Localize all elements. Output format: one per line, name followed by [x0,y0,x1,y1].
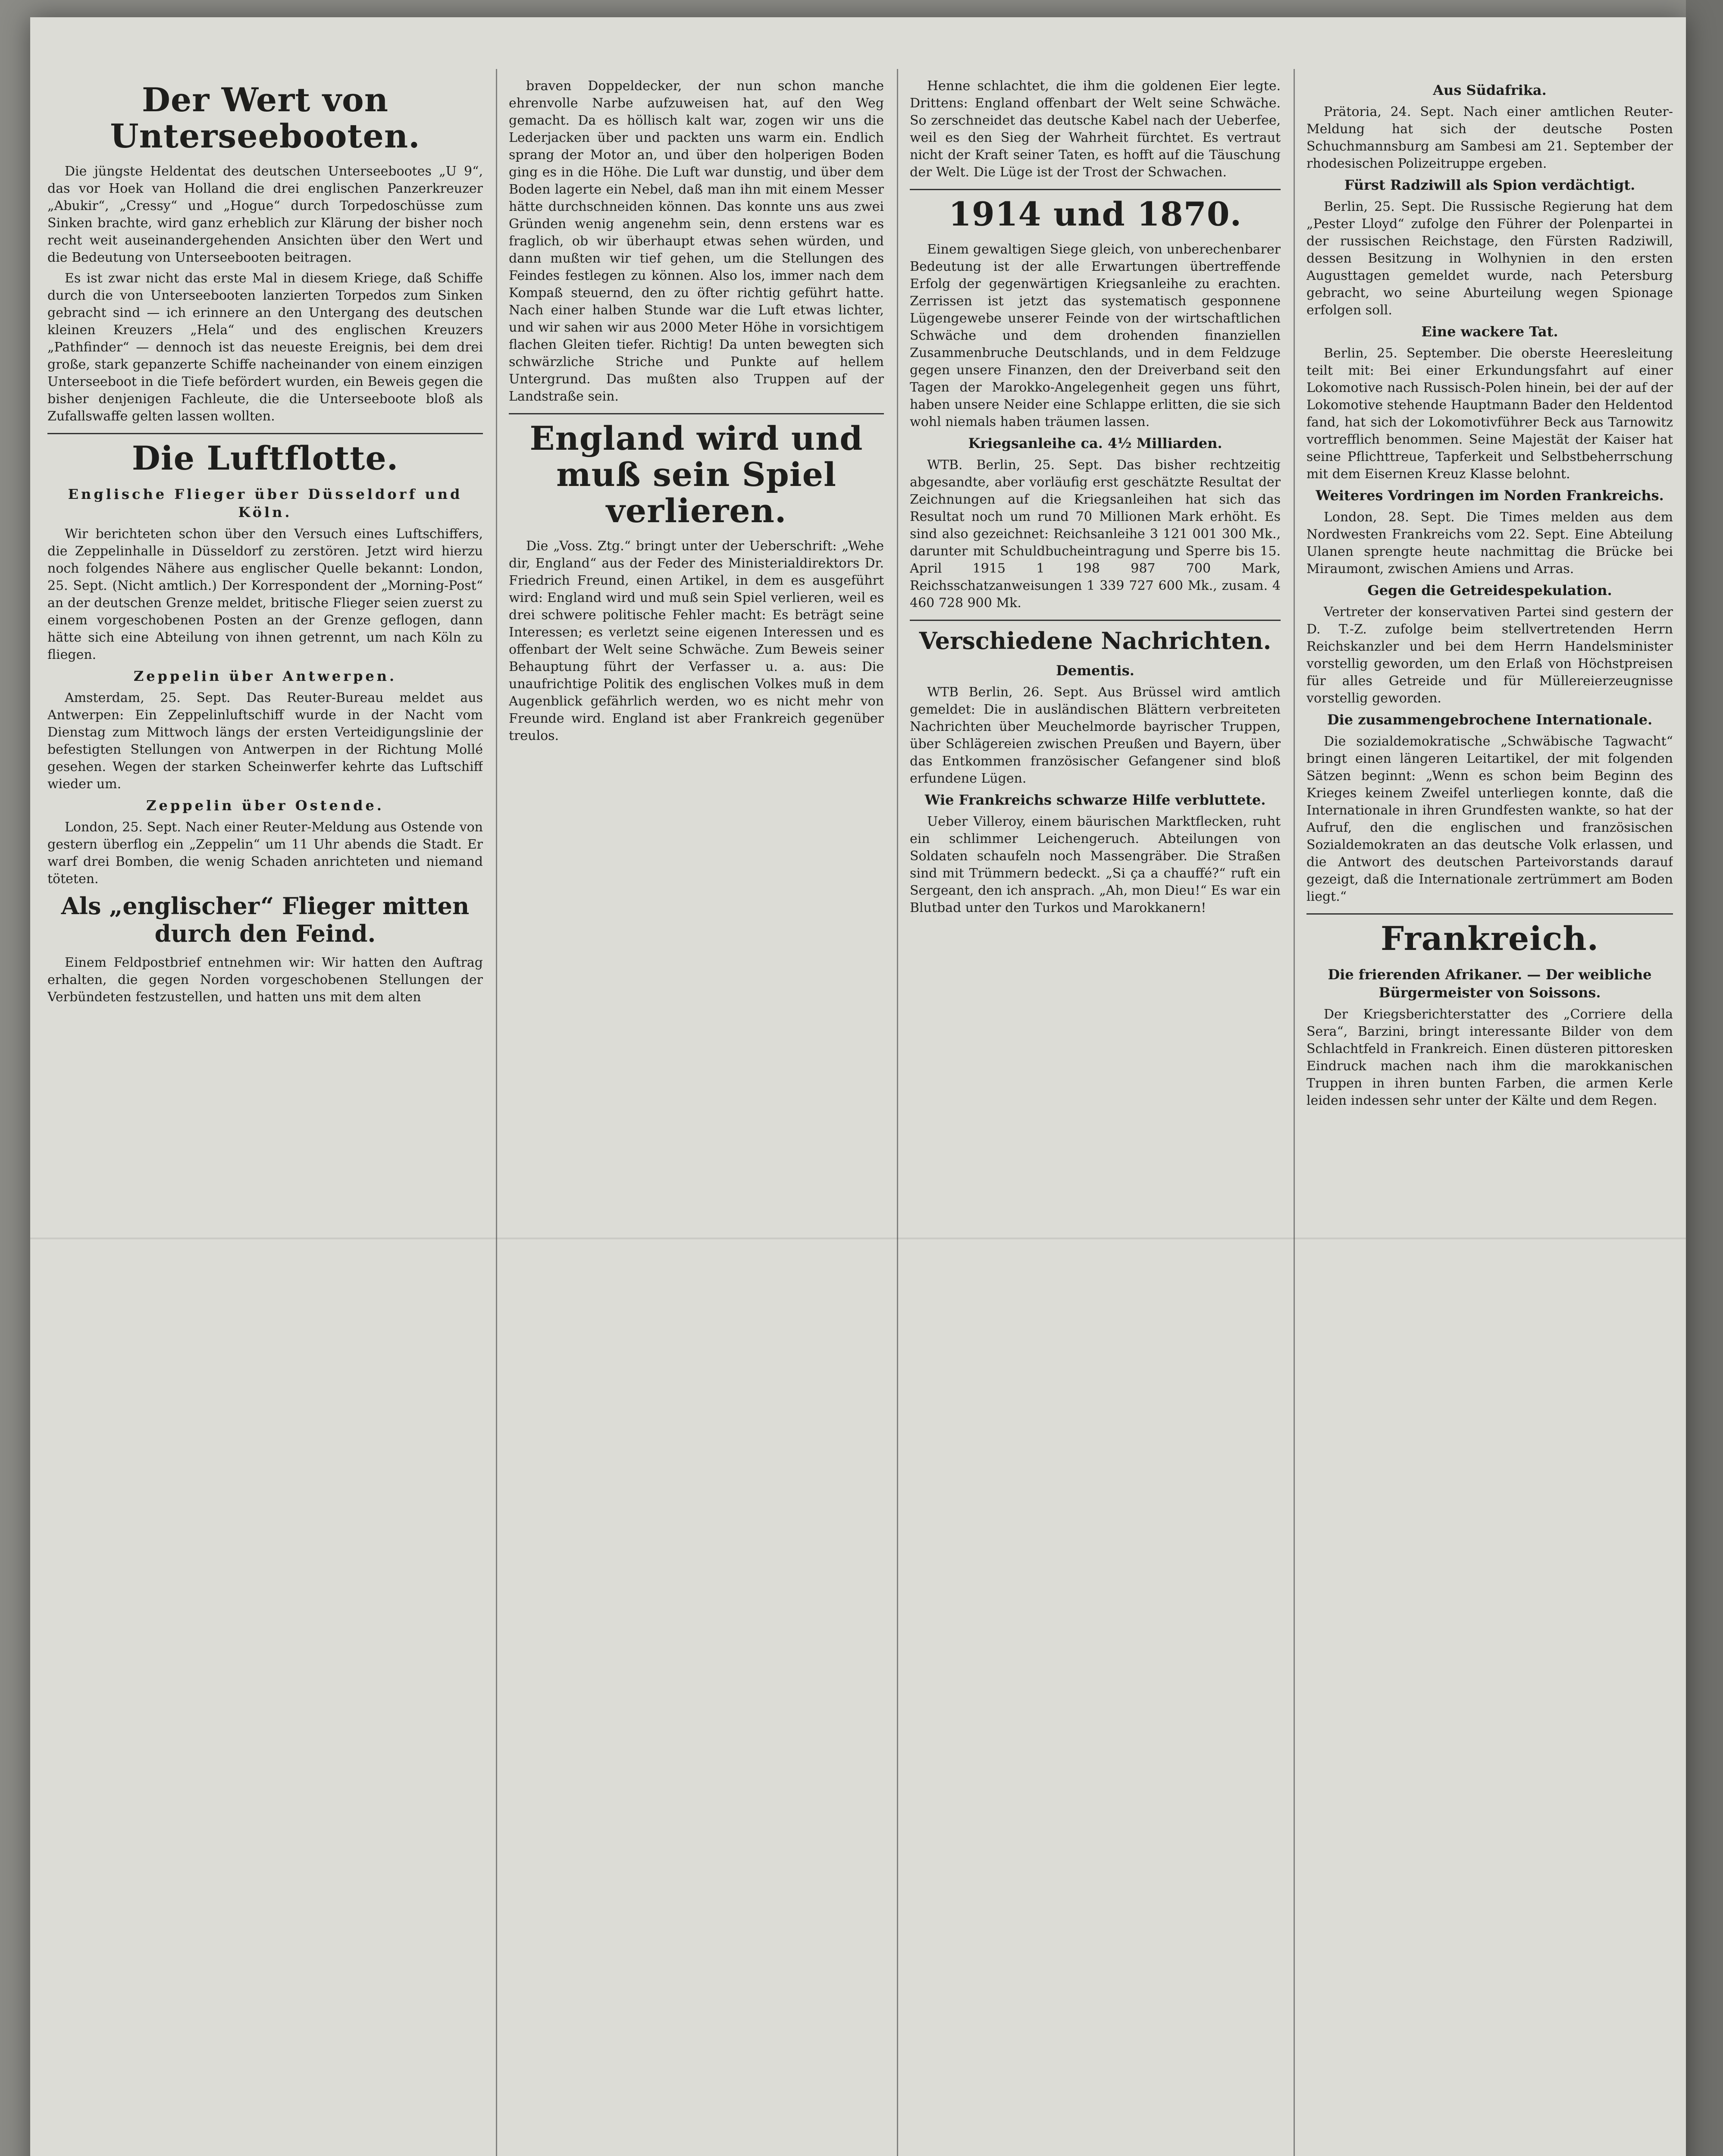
column-rule [897,69,898,2156]
article-body: Prätoria, 24. Sept. Nach einer amtlichen Reuter-Meldung hat sich der deutsche Posten Schuchmannsburg am Sambesi am 21. September der rhodesischen Polizeitruppe ergeben. [1306,104,1673,171]
subheading: Eine wackere Tat. [1421,323,1558,340]
column-rule [496,69,497,2156]
newspaper-page [30,17,1686,2156]
subheading: Zeppelin über Antwerpen. [133,668,397,684]
subheading: Weiteres Vordringen im Norden Frankreichs. [1316,487,1664,504]
divider [910,189,1281,190]
headline-nachrichten: Verschiedene Nachrichten. [919,627,1272,655]
headline-unterseeboote: Der Wert von Unterseebooten. [110,81,420,155]
article-body: London, 28. Sept. Die Times melden aus dem Nordwesten Frankreichs vom 22. Sept. Eine Abteilung Ulanen sprengte heute nachmittag die Brücke bei Miraumont, zwischen Amiens und Arras. [1306,510,1673,577]
article-body: Die sozialdemokratische „Schwäbische Tagwacht“ bringt einen längeren Leitartikel, der mit folgenden Sätzen beginnt: „Wenn es schon beim Beginn des Krieges keinem Zweifel unterliegen konnte, daß die Internationale in ihren Grundfesten wankte, so hat der Aufruf, den die englischen und französischen Sozialdemokraten an das deutsche Volk erlassen, und die Antwort des deutschen Parteivorstands darauf gezeigt, daß die Internationale zertrümmert am Boden liegt.“ [1306,734,1673,904]
article-body: Einem Feldpostbrief entnehmen wir: Wir hatten den Auftrag erhalten, die gegen Norden vorgeschobenen Stellungen der Verbündeten festzustellen, und hatten uns mit dem alten [47,955,483,1005]
column-2 [509,78,884,2156]
background-margin [1686,0,1723,2156]
column-3 [910,78,1281,2156]
headline-luftflotte: Die Luftflotte. [132,439,399,477]
article-body: Vertreter der konservativen Partei sind gestern der D. T.-Z. zufolge beim stellvertretenden Herrn Reichskanzler und bei dem Herrn Handelsminister vorstellig geworden, um den Erlaß von Höchstpreisen für alles Getreide und für Müllereierzeugnisse vorstellig geworden. [1306,605,1673,706]
column-rule [1294,69,1295,2156]
subheading: Die zusammengebrochene Internationale. [1327,711,1653,728]
subheading: Gegen die Getreidespekulation. [1367,582,1612,599]
subheading: Wie Frankreichs schwarze Hilfe verbluttete. [924,792,1266,808]
article-body: WTB Berlin, 26. Sept. Aus Brüssel wird amtlich gemeldet: Die in ausländischen Blättern verbreiteten Nachrichten über Meuchelmorde bayrischer Truppen, über Schlägereien zwischen Preußen und Bayern, über das Entkommen französischer Gefangener sind bloß erfundene Lügen. [910,685,1281,786]
headline-england: England wird und muß sein Spiel verlieren. [529,419,863,530]
article-body: Der Kriegsberichterstatter des „Corriere della Sera“, Barzini, bringt interessante Bilder von dem Schlachtfeld in Frankreich. Einen düsteren pittoresken Eindruck machen nach ihm die marokkanischen Truppen in ihren bunten Farben, die armen Kerle leiden indessen sehr unter der Kälte und dem Regen. [1306,1007,1673,1108]
divider [1306,913,1673,915]
divider [509,413,884,414]
subheading: Zeppelin über Ostende. [146,797,384,814]
subheading: Englische Flieger über Düsseldorf und Köln. [68,486,463,520]
subheading: Aus Südafrika. [1433,82,1547,98]
article-body: Einem gewaltigen Siege gleich, von unberechenbarer Bedeutung ist der alle Erwartungen übertreffende Erfolg der gegenwärtigen Kriegsanleihe zu erachten. Zerrissen ist jetzt das systematisch gesponnene Lügengewebe unserer Feinde von der wirtschaftlichen Schwäche und dem drohenden finanziellen Zusammenbruche Deutschlands, und in dem Feldzuge gegen unsere Finanzen, den der Dreiverband seit den Tagen der Marokko-Angelegenheit gegen uns führt, haben unsere Neider eine Schlappe erlitten, die sie sich wohl niemals haben träumen lassen. [910,242,1281,429]
column-4 [1306,78,1673,2156]
headline-frankreich: Frankreich. [1380,919,1599,958]
article-body: Henne schlachtet, die ihm die goldenen Eier legte. Drittens: England offenbart der Welt seine Schwäche. So zerschneidet das deutsche Kabel nach der Ueberfee, weil es den Sieg der Wahrheit fürchtet. Es vertraut nicht der Kraft seiner Taten, es hofft auf die Täuschung der Welt. Die Lüge ist der Trost der Schwachen. [910,78,1281,180]
article-body: Es ist zwar nicht das erste Mal in diesem Kriege, daß Schiffe durch die von Unterseebooten lanzierten Torpedos zum Sinken gebracht sind — ich erinnere an den Untergang des deutschen kleinen Kreuzers „Hela“ und des englischen Kreuzers „Pathfinder“ — dennoch ist das neueste Ereignis, bei dem drei große, stark gepanzerte Schiffe nacheinander von einem einzigen Unterseeboot in die Tiefe befördert wurden, ein Beweis gegen die bisher denjenigen Fachleute, die die Unterseeboote bloß als Zufallswaffe gelten lassen wollten. [47,271,483,424]
subheading: Kriegsanleihe ca. 4½ Milliarden. [968,435,1222,451]
divider [910,620,1281,621]
article-body: Berlin, 25. Sept. Die Russische Regierung hat dem „Pester Lloyd“ zufolge den Führer der Polenpartei in der russischen Reichstage, den Fürsten Radziwill, dessen Besitzung in Wolhynien in den ersten Augusttagen gemeldet wurde, nach Petersburg gebracht, wo seine Aburteilung wegen Spionage erfolgen soll. [1306,199,1673,318]
article-body: London, 25. Sept. Nach einer Reuter-Meldung aus Ostende von gestern überflog ein „Zeppelin“ um 11 Uhr abends die Stadt. Er warf drei Bomben, die wenig Schaden anrichteten und niemand töteten. [47,820,483,887]
article-body: Berlin, 25. September. Die oberste Heeresleitung teilt mit: Bei einer Erkundungsfahrt auf einer Lokomotive nach Russisch-Polen hinein, bei der auf der Lokomotive stehende Hauptmann Bader den Heldentod fand, hat sich der Lokomotivführer Beck aus Tarnowitz vortrefflich benommen. Seine Majestät der Kaiser hat seine Pflichttreue, Tapferkeit und Selbstbeherrschung mit dem Eisernen Kreuz Klasse belohnt. [1306,346,1673,482]
headline-flieger: Als „englischer“ Flieger mitten durch den Feind. [61,892,470,947]
article-body: Die „Voss. Ztg.“ bringt unter der Ueberschrift: „Wehe dir, England“ aus der Feder des Ministerialdirektors Dr. Friedrich Freund, einen Artikel, in dem es ausgeführt wird: England wird und muß sein Spiel verlieren, weil es drei schwere politische Fehler macht: Es beträgt seine Interessen; es verletzt seine eigenen Interessen und es offenbart der Welt seine Schwäche. Zum Beweis seiner Behauptung führt der Verfasser u. a. aus: Die unaufrichtige Politik des englischen Volkes muß in dem Augenblick gefährlich werden, wo es nicht mehr von Freunde wird. England ist aber Frankreich gegenüber treulos. [509,539,884,743]
divider [47,433,483,434]
subheading: Fürst Radziwill als Spion verdächtigt. [1344,177,1635,193]
article-body: Wir berichteten schon über den Versuch eines Luftschiffers, die Zeppelinhalle in Düsseldorf zu zerstören. Jetzt wird hierzu noch folgendes Nähere aus englischer Quelle bekannt: London, 25. Sept. (Nicht amtlich.) Der Korrespondent der „Morning-Post“ an der deutschen Grenze meldet, britische Flieger seien zuerst zu einem vorgeschobenen Posten an der Grenze geflogen, dann hätte sich eine Abteilung von ihnen getrennt, um nach Köln zu fliegen. [47,526,483,662]
headline-1914-1870: 1914 und 1870. [948,195,1242,233]
article-body: braven Doppeldecker, der nun schon manche ehrenvolle Narbe aufzuweisen hat, auf den Weg gemacht. Da es höllisch kalt war, zogen wir uns die Lederjacken über und packten uns warm ein. Endlich sprang der Motor an, und über den holperigen Boden ging es in die Höhe. Die Luft war dunstig, und über dem Boden lagerte ein Nebel, daß man ihn mit einem Messer hätte durchschneiden können. Das konnte uns aus zwei Gründen wenig angenehm sein, denn erstens war es fraglich, ob wir überhaupt etwas sehen würden, und dann mußten wir tief gehen, um die Stellungen des Feindes festlegen zu können. Also los, immer nach dem Kompaß steuernd, den zu öfter richtig geführt hatte. Nach einer halben Stunde war die Luft etwas lichter, und wir sahen wir aus 2000 Meter Höhe in vorsichtigem flachen Gleiten tiefer. Richtig! Da unten bewegten sich schwärzliche Striche und Punkte auf hellem Untergrund. Das mußten also Truppen auf der Landstraße sein. [509,78,884,404]
article-intro: Die jüngste Heldentat des deutschen Unterseebootes „U 9“, das vor Hoek van Holland die drei englischen Panzerkreuzer „Abukir“, „Cressy“ und „Hogue“ durch Torpedoschüsse zum Sinken brachte, wird ganz erheblich zur Klärung der bisher noch recht weit auseinandergehenden Ansichten über den Wert und die Bedeutung von Unterseebooten beitragen. [47,164,483,265]
subheading: Dementis. [1056,662,1134,679]
article-body: Amsterdam, 25. Sept. Das Reuter-Bureau meldet aus Antwerpen: Ein Zeppelinluftschiff wurde in der Nacht vom Dienstag zum Mittwoch längs der ersten Verteidigungslinie der befestigten Stellungen von Antwerpen in der Richtung Mollé gesehen. Wegen der starken Scheinwerfer kehrte das Luftschiff wieder um. [47,690,483,792]
article-body: Ueber Villeroy, einem bäurischen Marktflecken, ruht ein schlimmer Leichengeruch. Abteilungen von Soldaten schaufeln noch Massengräber. Die Straßen sind mit Trümmern bedeckt. „Si ça a chauffé?“ ruft ein Sergeant, den ich ansprach. „Ah, mon Dieu!“ Es war ein Blutbad unter den Turkos und Marokkanern! [910,814,1281,915]
column-1 [47,78,483,2156]
subheading: Die frierenden Afrikaner. — Der weibliche Bürgermeister von Soissons. [1328,966,1652,1001]
article-body: WTB. Berlin, 25. Sept. Das bisher rechtzeitig abgesandte, aber vorläufig erst geschätzte Resultat der Zeichnungen auf die Kriegsanleihen hat sich das Resultat noch um rund 70 Millionen Mark erhöht. Es sind also gezeichnet: Reichsanleihe 3 121 001 300 Mk., darunter mit Schuldbucheintragung und Sperre bis 15. April 1915 1 198 987 700 Mark, Reichsschatzanweisungen 1 339 727 600 Mk., zusam. 4 460 728 900 Mk. [910,458,1281,611]
